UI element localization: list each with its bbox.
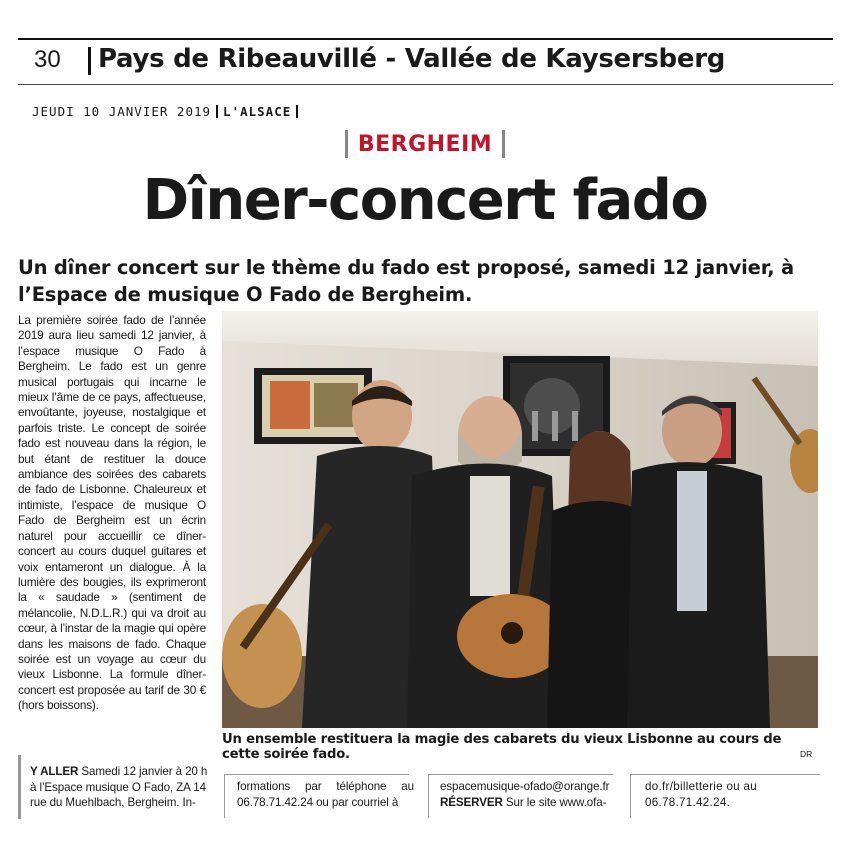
reserver-text: Sur le site www.ofa- bbox=[505, 795, 607, 809]
info-website: do.fr/billetterie ou au 06.78.71.42.24. bbox=[645, 780, 757, 809]
article-body: La première soirée fado de l’année 2019 aura lieu samedi 12 janvier, à l’espace musique O Fado à Bergheim. Le fado est un genre musical portugais qui incarne le mieux l’âme de ce pays, affectueuse, envoûtante, joyeuse, nostalgique et parfois triste. Le concept de soirée fado est nouveau dans la région, le but étant de restituer la douce ambiance des soirées des cabarets de fado de Lisbonne. Chaleureux et intimiste, l’espace de musique O Fado de Bergheim est un écrin naturel pour accueillir ce dîner-concert au cours duquel guitares et voix entameront un dialogue. À la lumière des bougies, ils exprimeront la « saudade » (sentiment de mélancolie, N.D.L.R.) qui va droit au cœur, à l’instar de la magie qui opère dans les maisons de fado. Chaque soirée est un voyage au cœur du vieux Lisbonne. La formule dîner-concert est proposée au tarif de 30 € (hors boissons). bbox=[18, 313, 206, 713]
dateline-separator bbox=[296, 105, 298, 118]
photo-illustration bbox=[222, 311, 818, 728]
lead-paragraph: Un dîner concert sur le thème du fado est proposé, samedi 12 janvier, à l’Espace de musique O Fado de Bergheim. bbox=[18, 256, 794, 306]
kicker-bar-left bbox=[345, 130, 348, 158]
info-col-divider bbox=[630, 774, 631, 818]
info-contact: formations par téléphone au 06.78.71.42.24 ou par courriel à bbox=[237, 780, 414, 809]
newspaper-name: L'ALSACE bbox=[223, 104, 292, 119]
page-number: 30 bbox=[34, 46, 61, 73]
headline: Dîner-concert fado bbox=[142, 168, 708, 233]
info-email: espacemusique-ofado@orange.fr bbox=[440, 780, 610, 793]
article-photo bbox=[222, 311, 818, 728]
photo-caption: Un ensemble restituera la magie des cabarets du vieux Lisbonne au cours de cette soirée fado. bbox=[222, 732, 782, 762]
info-col-rule bbox=[428, 774, 613, 775]
kicker-block bbox=[0, 130, 850, 158]
y-aller-label: Y ALLER bbox=[30, 765, 79, 778]
dateline bbox=[32, 104, 303, 119]
info-box-bar bbox=[18, 755, 21, 819]
info-y-aller bbox=[30, 764, 215, 811]
reserver-label: RÉSERVER bbox=[440, 795, 503, 809]
info-col-divider bbox=[428, 774, 429, 818]
kicker: BERGHEIM bbox=[357, 131, 493, 157]
kicker-bar-right bbox=[502, 130, 505, 158]
info-col-rule bbox=[630, 774, 820, 775]
info-col-divider bbox=[224, 774, 225, 818]
section-title: Pays de Ribeauvillé - Vallée de Kaysersberg bbox=[98, 44, 726, 74]
header-separator bbox=[88, 47, 91, 75]
info-col-rule bbox=[224, 774, 409, 775]
header-bottom-rule bbox=[18, 84, 833, 85]
info-reserver bbox=[440, 779, 615, 810]
dateline-separator bbox=[216, 105, 218, 118]
photo-credit: DR bbox=[800, 749, 813, 759]
publication-date: JEUDI 10 JANVIER 2019 bbox=[32, 104, 212, 119]
y-aller-text: Samedi 12 janvier à 20 h à l’Espace musique O Fado, ZA 14 rue du Muehlbach, Bergheim. In- bbox=[30, 765, 208, 810]
header-top-rule bbox=[18, 38, 833, 40]
